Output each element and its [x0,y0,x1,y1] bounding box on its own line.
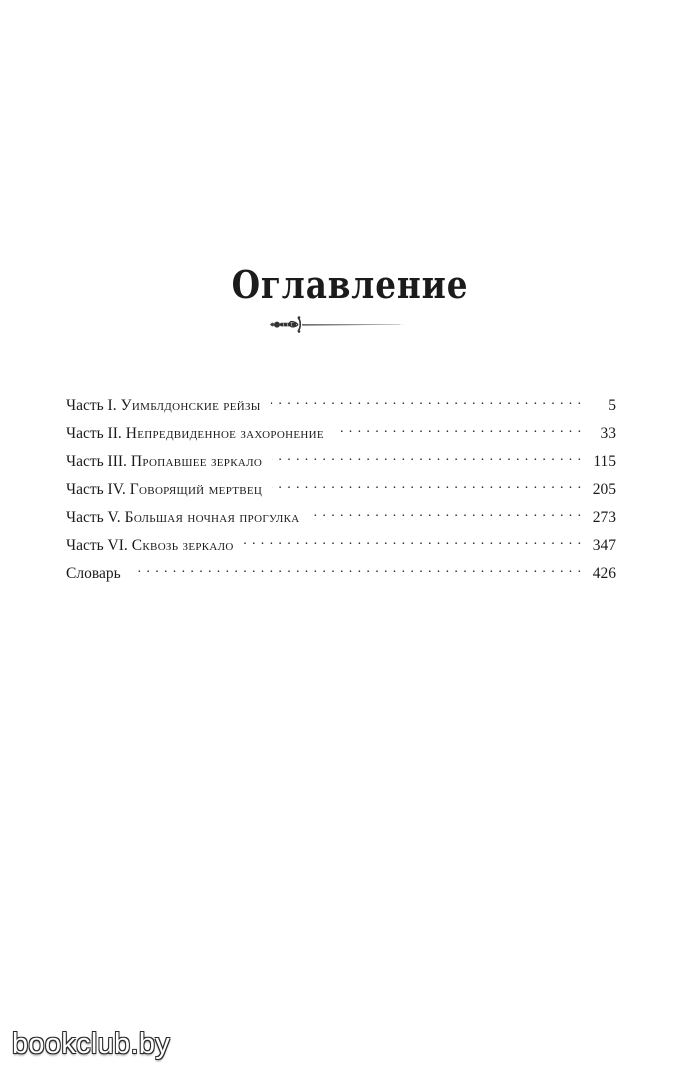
toc-page-number: 426 [592,564,616,582]
dot-leader [271,394,582,410]
toc-entry-3[interactable] [66,450,616,478]
toc-entry-2[interactable] [66,422,616,450]
dot-leader [272,478,582,494]
toc-chapter-title: Пропавшее зеркало [130,452,263,470]
toc-part-label: Часть VI. [66,536,128,554]
site-watermark: bookclub.by [12,1028,171,1060]
toc-entry-glossary[interactable] [66,562,616,590]
toc-entry-5[interactable] [66,506,616,534]
dot-leader [310,506,582,522]
table-of-contents [66,394,616,590]
toc-chapter-title: Большая ночная прогулка [124,508,300,526]
toc-entry-1[interactable] [66,394,616,422]
toc-part-label: Часть II. [66,424,122,442]
toc-chapter-title: Уимблдонские рейзы [120,396,261,414]
toc-page-number: 205 [592,480,616,498]
dot-leader [244,534,582,550]
dot-leader [272,450,582,466]
toc-part-label: Часть III. [66,452,127,470]
dot-leader [334,422,582,438]
toc-chapter-title: Говорящий мертвец [129,480,263,498]
toc-page-number: 273 [592,508,616,526]
page-title: Оглавление [231,262,469,307]
dot-leader [135,562,582,578]
toc-entry-4[interactable] [66,478,616,506]
toc-part-label: Часть I. [66,396,117,414]
toc-chapter-title: Непредвиденное захоронение [125,424,324,442]
toc-part-label: Часть IV. [66,480,126,498]
toc-page-number: 5 [608,396,616,414]
toc-page-number: 347 [592,536,616,554]
sword-ornament-icon [268,312,408,336]
toc-chapter-title: Сквозь зеркало [131,536,234,554]
toc-part-label: Часть V. [66,508,121,526]
toc-part-label: Словарь [66,564,121,582]
toc-page-number: 33 [600,424,616,442]
toc-entry-6[interactable] [66,534,616,562]
toc-page-number: 115 [593,452,616,470]
